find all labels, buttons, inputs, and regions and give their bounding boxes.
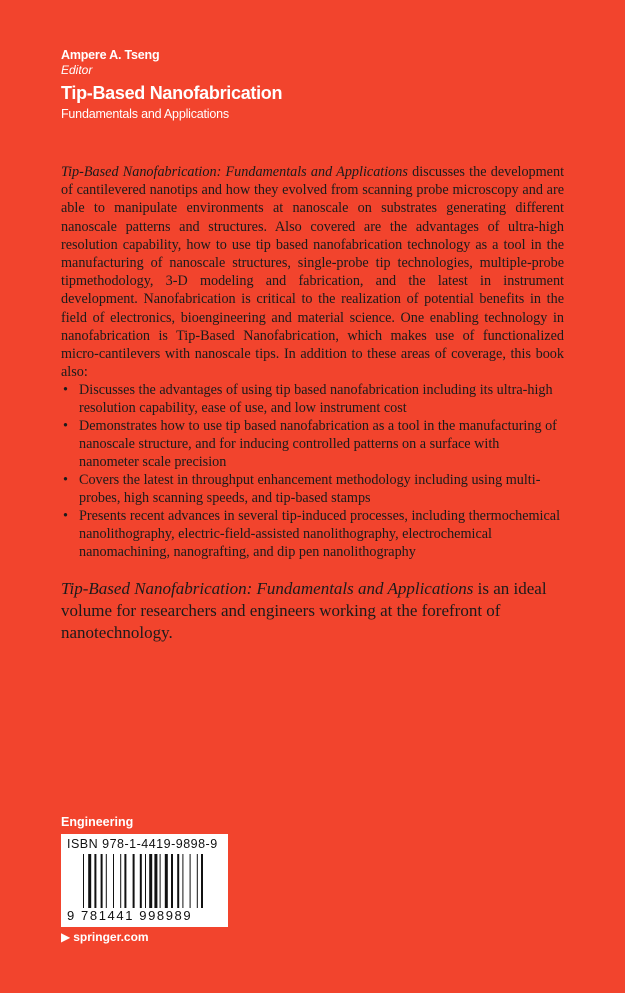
feature-item: • Discusses the advantages of using tip based nanofabrication including its ultra-high resolution capability, ease of use, and low instrument cost: [61, 381, 561, 417]
editor-name: Ampere A. Tseng: [61, 48, 160, 62]
editor-role: Editor: [61, 63, 93, 77]
barcode-bar: [88, 854, 91, 908]
category-label: Engineering: [61, 815, 134, 829]
barcode-bar: [182, 854, 183, 908]
description-book-title: Tip-Based Nanofabrication: Fundamentals and Applications: [61, 164, 408, 180]
book-title: Tip-Based Nanofabrication: [61, 83, 283, 103]
barcode-bar: [197, 854, 198, 908]
feature-item: • Covers the latest in throughput enhancement methodology including using multi-probes, high scanning speeds, and tip-based stamps: [61, 471, 561, 507]
feature-list: [61, 381, 561, 561]
description-text: discusses the development of cantilevered nanotips and how they evolved from scanning probe microscopy and are able to manipulate environments at nanoscale on substrates generating different nanoscale patterns and structures. Also covered are the advantages of ultra-high resolution capability, how to use tip based nanofabrication technology as a tool in the manufacturing of nanoscale structures, single-probe tip technologies, multiple-probe tipmethodology, 3-D modeling and fabrication, and the latest in instrument development. Nanofabrication is critical to the realization of potential benefits in the field of electronics, bioengineering and material science. One enabling technology in nanofabrication is Tip-Based Nanofabrication, which makes use of functionalized micro-cantilevers with nanoscale tips. In addition to these areas of coverage, this book also:: [61, 164, 565, 381]
barcode-bar: [154, 854, 157, 908]
closing-paragraph: [61, 578, 564, 644]
barcode-bar: [190, 854, 191, 908]
description-paragraph: [61, 163, 564, 381]
barcode-bar: [177, 854, 179, 908]
barcode-bar: [113, 854, 114, 908]
publisher-link[interactable]: [61, 930, 149, 944]
barcode-bar: [165, 854, 168, 908]
barcode-bar: [101, 854, 103, 908]
barcode-box: [61, 834, 228, 927]
barcode-bar: [145, 854, 146, 908]
barcode-bar: [133, 854, 135, 908]
isbn-label: ISBN 978-1-4419-9898-9: [67, 837, 218, 851]
arrow-icon: ▶: [61, 930, 71, 944]
closing-text: is an ideal volume for researchers and engineers working at the forefront of nanotechnology.: [61, 579, 547, 642]
feature-item: • Presents recent advances in several tip-induced processes, including thermochemical nanolithography, electric-field-assisted nanolithography, electrochemical nanomachining, nanografting, and dip pen nanolithography: [61, 507, 561, 561]
barcode-icon: [83, 854, 207, 908]
barcode-digits: 9 781441 998989: [67, 908, 193, 923]
barcode-bar: [149, 854, 152, 908]
barcode-bar: [124, 854, 126, 908]
barcode-bar: [171, 854, 173, 908]
barcode-bar: [201, 854, 203, 908]
barcode-bar: [94, 854, 96, 908]
publisher-url: springer.com: [73, 930, 149, 944]
closing-book-title: Tip-Based Nanofabrication: Fundamentals and Applications: [61, 579, 474, 598]
barcode-bar: [160, 854, 161, 908]
barcode-bar: [83, 854, 84, 908]
header-block: [61, 47, 581, 123]
book-subtitle: Fundamentals and Applications: [61, 107, 229, 121]
barcode-bar: [106, 854, 107, 908]
feature-item: • Demonstrates how to use tip based nanofabrication as a tool in the manufacturing of nanoscale structure, and for inducing controlled patterns on a surface with nanometer scale precision: [61, 417, 561, 471]
barcode-bar: [140, 854, 142, 908]
barcode-bar: [120, 854, 121, 908]
